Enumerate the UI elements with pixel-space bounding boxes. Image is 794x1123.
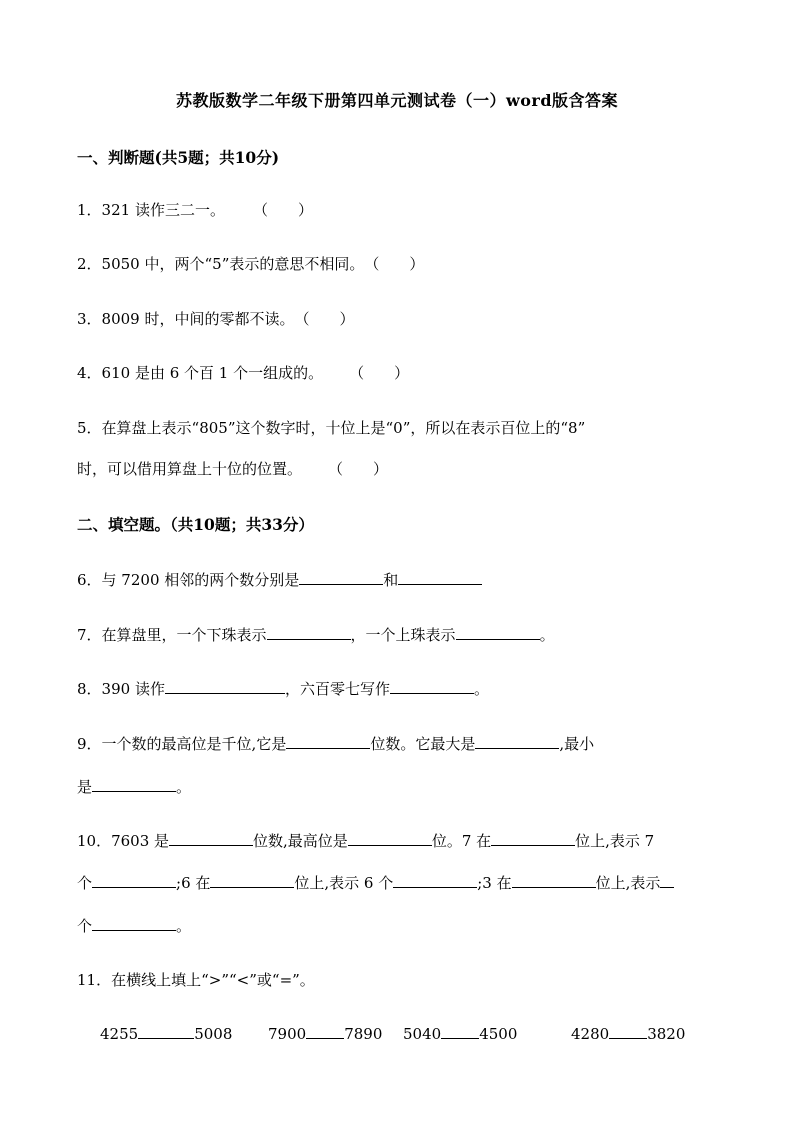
answer-blank[interactable] bbox=[267, 625, 351, 640]
question-8 bbox=[77, 678, 489, 699]
question-2 bbox=[77, 253, 424, 274]
question-8-text-2: ，六百零七写作 bbox=[284, 680, 390, 698]
question-5-answer-paren[interactable]: （ ） bbox=[328, 460, 389, 478]
question-10-text-2: 位数,最高位是 bbox=[253, 832, 348, 850]
question-10-line-3 bbox=[77, 915, 191, 936]
question-10-text-5: 个 bbox=[77, 874, 93, 892]
compare-left-number: 7900 bbox=[268, 1025, 307, 1043]
question-5-line-1: 5．在算盘上表示“805”这个数字时，十位上是“0”，所以在表示百位上的“8” bbox=[77, 419, 586, 437]
compare-blank[interactable] bbox=[306, 1024, 344, 1039]
question-5-line-2 bbox=[77, 458, 388, 479]
question-1 bbox=[77, 199, 313, 220]
question-10-text: 10．7603 是 bbox=[77, 832, 170, 850]
question-9-text-4: 是 bbox=[77, 778, 93, 796]
question-4-text: 4．610 是由 6 个百 1 个一组成的。 bbox=[77, 364, 324, 382]
question-5-text: 时，可以借用算盘上十位的位置。 bbox=[77, 460, 303, 478]
question-9-text-5: 。 bbox=[176, 778, 192, 796]
section-heading-fill-blank: 二、填空题。（共10题；共33分） bbox=[77, 515, 314, 534]
answer-blank[interactable] bbox=[348, 831, 432, 846]
compare-pair-2 bbox=[268, 1024, 382, 1043]
question-2-text: 2．5050 中，两个“5”表示的意思不相同。 bbox=[77, 255, 365, 273]
question-6-text-and: 和 bbox=[383, 571, 399, 589]
question-10-text-4: 位上,表示 7 bbox=[575, 832, 655, 850]
question-4 bbox=[77, 362, 409, 383]
question-7-text: 7．在算盘里，一个下珠表示 bbox=[77, 626, 267, 644]
question-7 bbox=[77, 624, 555, 645]
compare-blank[interactable] bbox=[609, 1024, 647, 1039]
answer-blank[interactable] bbox=[491, 831, 575, 846]
compare-right-number: 7890 bbox=[344, 1025, 383, 1043]
question-9-text-2: 位数。它最大是 bbox=[370, 735, 476, 753]
answer-blank[interactable] bbox=[393, 873, 477, 888]
compare-pair-4 bbox=[571, 1024, 685, 1043]
question-4-answer-paren[interactable]: （ ） bbox=[349, 364, 410, 382]
answer-blank[interactable] bbox=[660, 873, 674, 888]
question-10-text-7: 位上,表示 6 个 bbox=[294, 874, 394, 892]
compare-left-number: 5040 bbox=[403, 1025, 442, 1043]
answer-blank[interactable] bbox=[475, 734, 559, 749]
question-8-text-3: 。 bbox=[473, 680, 489, 698]
question-10-text-10: 个 bbox=[77, 917, 93, 935]
answer-blank[interactable] bbox=[92, 916, 176, 931]
question-9-text: 9．一个数的最高位是千位,它是 bbox=[77, 735, 287, 753]
compare-blank[interactable] bbox=[441, 1024, 479, 1039]
answer-blank[interactable] bbox=[512, 873, 596, 888]
answer-blank[interactable] bbox=[165, 679, 285, 694]
answer-blank[interactable] bbox=[92, 873, 176, 888]
answer-blank[interactable] bbox=[390, 679, 474, 694]
question-6 bbox=[77, 569, 482, 590]
question-2-answer-paren[interactable]: （ ） bbox=[364, 255, 425, 273]
compare-pair-3 bbox=[403, 1024, 517, 1043]
answer-blank[interactable] bbox=[286, 734, 370, 749]
compare-left-number: 4280 bbox=[571, 1025, 610, 1043]
answer-blank[interactable] bbox=[210, 873, 294, 888]
question-10-line-1 bbox=[77, 830, 654, 851]
question-6-text: 6．与 7200 相邻的两个数分别是 bbox=[77, 571, 300, 589]
compare-right-number: 5008 bbox=[194, 1025, 233, 1043]
question-9-line-2 bbox=[77, 776, 191, 797]
question-11: 11．在横线上填上“>”“<”或“=”。 bbox=[77, 971, 315, 989]
question-7-text-3: 。 bbox=[539, 626, 555, 644]
question-10-text-8: ;3 在 bbox=[477, 874, 512, 892]
section-heading-judgement: 一、判断题(共5题；共10分) bbox=[77, 148, 280, 167]
question-3-text: 3．8009 时，中间的零都不读。 bbox=[77, 310, 295, 328]
question-1-answer-paren[interactable]: （ ） bbox=[252, 201, 313, 219]
question-10-text-9: 位上,表示 bbox=[595, 874, 661, 892]
answer-blank[interactable] bbox=[456, 625, 540, 640]
answer-blank[interactable] bbox=[169, 831, 253, 846]
question-7-text-2: ，一个上珠表示 bbox=[350, 626, 456, 644]
question-9-text-3: ,最小 bbox=[559, 735, 595, 753]
answer-blank[interactable] bbox=[299, 570, 383, 585]
question-10-line-2 bbox=[77, 872, 674, 893]
question-8-text: 8．390 读作 bbox=[77, 680, 165, 698]
answer-blank[interactable] bbox=[398, 570, 482, 585]
question-10-text-6: ;6 在 bbox=[176, 874, 211, 892]
compare-blank[interactable] bbox=[138, 1024, 194, 1039]
question-3 bbox=[77, 308, 355, 329]
question-1-text: 1．321 读作三二一。 bbox=[77, 201, 225, 219]
compare-pair-1 bbox=[100, 1024, 232, 1043]
compare-right-number: 4500 bbox=[479, 1025, 518, 1043]
question-9-line-1 bbox=[77, 733, 594, 754]
compare-right-number: 3820 bbox=[647, 1025, 686, 1043]
compare-left-number: 4255 bbox=[100, 1025, 139, 1043]
question-10-text-11: 。 bbox=[176, 917, 192, 935]
answer-blank[interactable] bbox=[92, 777, 176, 792]
page-title: 苏教版数学二年级下册第四单元测试卷（一）word版含答案 bbox=[175, 91, 619, 110]
question-3-answer-paren[interactable]: （ ） bbox=[294, 310, 355, 328]
question-10-text-3: 位。7 在 bbox=[431, 832, 492, 850]
